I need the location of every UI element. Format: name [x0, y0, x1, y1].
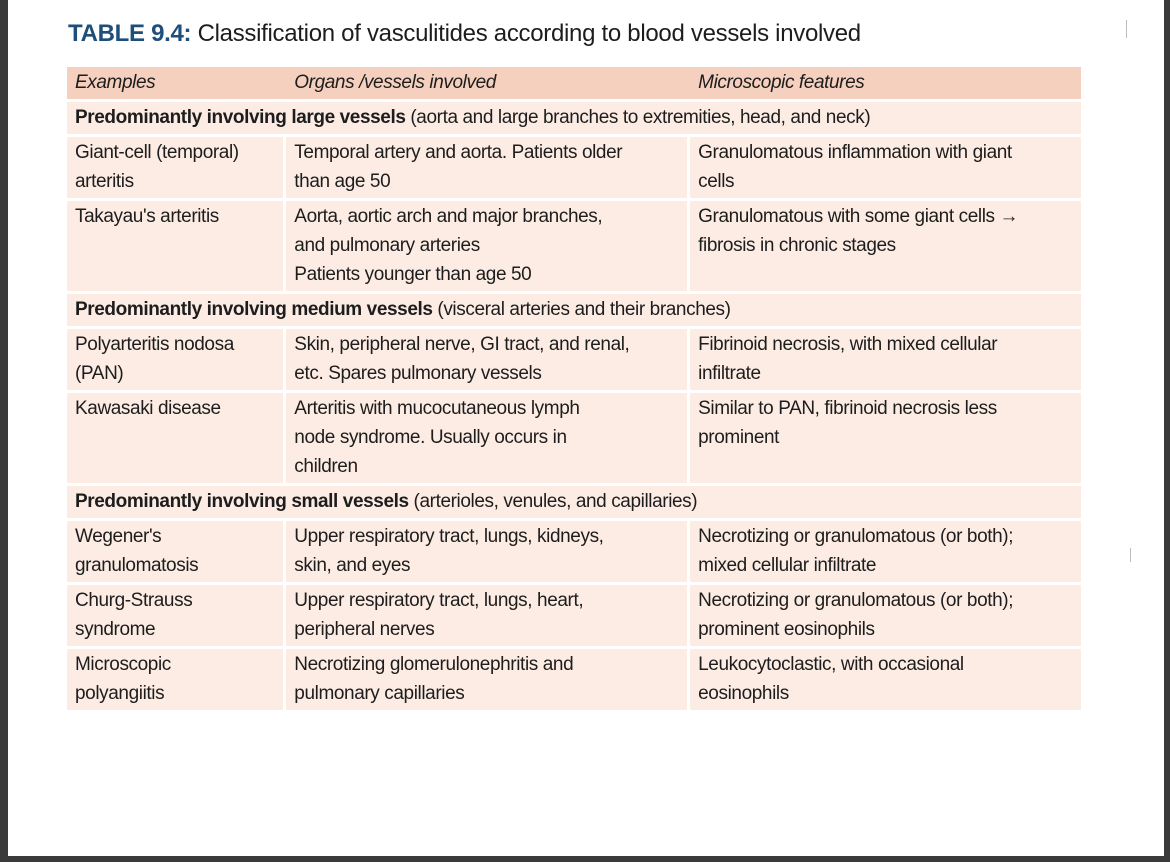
features-cell [690, 137, 1081, 198]
cell-line: prominent eosinophils [698, 619, 875, 640]
table-caption [68, 20, 1148, 48]
cell-line: children [294, 456, 358, 477]
table-row [67, 137, 1081, 198]
cell-line: (PAN) [75, 363, 124, 384]
organs-cell [286, 137, 690, 198]
section-header [67, 102, 1081, 134]
cell-line: granulomatosis [75, 555, 199, 576]
example-cell [67, 585, 286, 646]
column-header-organs: Organs /vessels involved [286, 67, 690, 99]
cell-line: Necrotizing glomerulonephritis and [294, 654, 574, 675]
section-header-row [67, 102, 1081, 134]
organs-cell [286, 649, 690, 710]
cell-line: etc. Spares pulmonary vessels [294, 363, 542, 384]
column-header-features: Microscopic features [690, 67, 1081, 99]
cell-line: mixed cellular infiltrate [698, 555, 877, 576]
cell-line: node syndrome. Usually occurs in [294, 427, 567, 448]
cell-line: Necrotizing or granulomatous (or both); [698, 526, 1014, 547]
cell-line: Similar to PAN, fibrinoid necrosis less [698, 398, 997, 419]
cell-line: Polyarteritis nodosa [75, 334, 234, 355]
table-body [67, 67, 1081, 710]
section-note: (aorta and large branches to extremities, head, and neck) [405, 107, 871, 128]
cell-line: Microscopic [75, 654, 171, 675]
example-cell [67, 201, 286, 291]
section-title: Predominantly involving small vessels [75, 491, 409, 512]
table-caption-label: TABLE 9.4: [68, 20, 192, 47]
table-caption-text: Classification of vasculitides according to blood vessels involved [191, 20, 861, 47]
cell-line: cells [698, 171, 735, 192]
features-cell [690, 201, 1081, 291]
cell-line: and pulmonary arteries [294, 235, 480, 256]
cell-line: Upper respiratory tract, lungs, kidneys, [294, 526, 604, 547]
table-row [67, 521, 1081, 582]
example-cell [67, 649, 286, 710]
example-cell [67, 137, 286, 198]
cell-line: fibrosis in chronic stages [698, 235, 896, 256]
cell-line: infiltrate [698, 363, 761, 384]
cell-line: Takayau's arteritis [75, 206, 219, 227]
vasculitides-table [67, 64, 1081, 713]
cell-line: arteritis [75, 171, 134, 192]
cell-line: Giant-cell (temporal) [75, 142, 239, 163]
cell-line: Temporal artery and aorta. Patients older [294, 142, 623, 163]
section-header [67, 294, 1081, 326]
features-cell [690, 521, 1081, 582]
cell-line: Aorta, aortic arch and major branches, [294, 206, 603, 227]
organs-cell [286, 521, 690, 582]
scan-mark [1130, 548, 1131, 562]
cell-line: Granulomatous inflammation with giant [698, 142, 1012, 163]
organs-cell [286, 201, 690, 291]
section-title: Predominantly involving medium vessels [75, 299, 433, 320]
table-row [67, 329, 1081, 390]
section-header-row [67, 294, 1081, 326]
table-header-row [67, 67, 1081, 99]
section-note: (arterioles, venules, and capillaries) [408, 491, 698, 512]
cell-line: Wegener's [75, 526, 162, 547]
cell-line: peripheral nerves [294, 619, 435, 640]
cell-line: Skin, peripheral nerve, GI tract, and renal, [294, 334, 630, 355]
cell-line: Upper respiratory tract, lungs, heart, [294, 590, 584, 611]
section-header [67, 486, 1081, 518]
table-row [67, 201, 1081, 291]
organs-cell [286, 329, 690, 390]
cell-line: Leukocytoclastic, with occasional [698, 654, 964, 675]
cell-line: Patients younger than age 50 [294, 264, 532, 285]
organs-cell [286, 393, 690, 483]
cell-line: than age 50 [294, 171, 391, 192]
scan-mark [1126, 20, 1127, 38]
cell-line: Arteritis with mucocutaneous lymph [294, 398, 580, 419]
table-row [67, 649, 1081, 710]
features-cell [690, 329, 1081, 390]
cell-line: Kawasaki disease [75, 398, 221, 419]
cell-line: Churg-Strauss [75, 590, 193, 611]
example-cell [67, 329, 286, 390]
cell-line: polyangiitis [75, 683, 165, 704]
features-cell [690, 649, 1081, 710]
cell-line: skin, and eyes [294, 555, 411, 576]
table-row [67, 393, 1081, 483]
cell-line: prominent [698, 427, 780, 448]
table-row [67, 585, 1081, 646]
cell-line: pulmonary capillaries [294, 683, 465, 704]
cell-line: eosinophils [698, 683, 789, 704]
example-cell [67, 393, 286, 483]
features-cell [690, 585, 1081, 646]
section-header-row [67, 486, 1081, 518]
document-page [8, 0, 1164, 856]
cell-line: syndrome [75, 619, 156, 640]
features-cell [690, 393, 1081, 483]
section-note: (visceral arteries and their branches) [432, 299, 731, 320]
column-header-examples: Examples [67, 67, 286, 99]
section-title: Predominantly involving large vessels [75, 107, 406, 128]
organs-cell [286, 585, 690, 646]
example-cell [67, 521, 286, 582]
cell-line: Necrotizing or granulomatous (or both); [698, 590, 1014, 611]
cell-line: Granulomatous with some giant cells → [698, 206, 1019, 227]
cell-line: Fibrinoid necrosis, with mixed cellular [698, 334, 998, 355]
